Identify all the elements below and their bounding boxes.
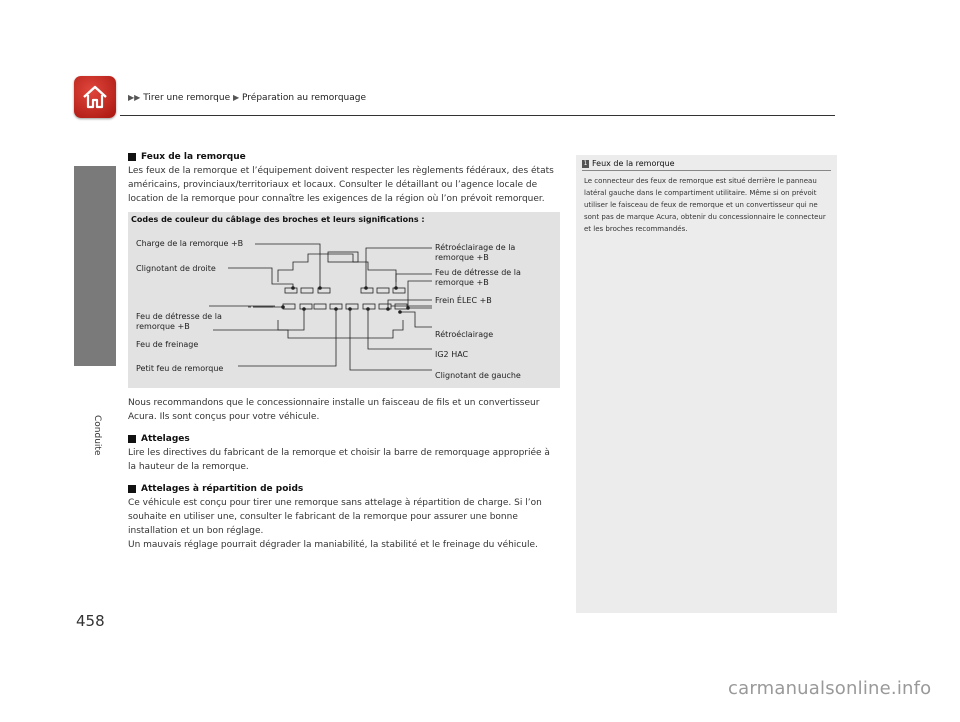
label-retro-b-line1: Rétroéclairage de la <box>435 243 516 252</box>
note-divider <box>582 170 831 171</box>
header-divider <box>120 115 835 116</box>
section-title-text: Attelages <box>141 434 190 444</box>
label-charge: Charge de la remorque +B <box>136 239 244 248</box>
section-title <box>128 434 560 444</box>
breadcrumb-item-2[interactable]: Préparation au remorquage <box>242 93 367 103</box>
label-detresse-left <box>136 312 222 332</box>
label-detresse-right-line1: Feu de détresse de la <box>435 268 521 277</box>
label-detresse-left-line2: remorque +B <box>136 322 190 331</box>
section-body: Les feux de la remorque et l’équipement doivent respecter les règlements fédéraux, des états américains, provinciaux/territoriaux et locaux. Consulter le détaillant ou l’agence locale de location de la remorque pour connaître les exigences de la région où l’on prévoit remorquer. <box>128 166 554 204</box>
square-bullet-icon <box>128 435 136 443</box>
square-bullet-icon <box>128 153 136 161</box>
triangle-right-icon: ▶▶ <box>128 93 141 102</box>
label-detresse-right <box>435 268 521 288</box>
main-content <box>128 152 560 550</box>
note-title[interactable] <box>582 159 675 168</box>
label-detresse-right-line2: remorque +B <box>435 278 489 287</box>
side-tab[interactable] <box>74 166 116 366</box>
lower-content <box>128 396 560 552</box>
label-ig2: IG2 HAC <box>435 350 469 359</box>
label-retro-b-line2: remorque +B <box>435 253 489 262</box>
note-body: Le connecteur des feux de remorque est situé derrière le panneau latéral gauche dans le compartiment utilitaire. Même si on prévoit utiliser le faisceau de feux de remorque et un convertisseur qui ne sont pas de marque Acura, obtenir du concessionnaire le connecteur et les broches recommandés. <box>584 177 826 233</box>
label-clignotant-droite: Clignotant de droite <box>136 264 216 273</box>
breadcrumb <box>128 93 366 103</box>
label-petit-feu: Petit feu de remorque <box>136 364 224 373</box>
label-retro-b <box>435 243 515 263</box>
note-number-badge: 1 <box>583 159 588 167</box>
side-label: Conduite <box>92 415 102 456</box>
watermark: carmanualsonline.info <box>728 678 932 699</box>
diagram-title: Codes de couleur du câblage des broches et leurs significations : <box>131 215 425 224</box>
page-number: 458 <box>76 612 105 630</box>
label-clignotant-gauche: Clignotant de gauche <box>435 371 521 380</box>
note-panel <box>576 155 837 613</box>
label-retroeclairage: Rétroéclairage <box>435 330 494 339</box>
section-body: Lire les directives du fabricant de la remorque et choisir la barre de remorquage appropriée à la hauteur de la remorque. <box>128 448 550 472</box>
home-icon <box>80 82 110 112</box>
section-body: Un mauvais réglage pourrait dégrader la maniabilité, la stabilité et le freinage du véhicule. <box>128 540 538 550</box>
label-frein-elec: Frein ÉLEC +B <box>435 296 492 305</box>
section-title <box>128 484 560 494</box>
home-button[interactable] <box>74 76 116 118</box>
wiring-diagram <box>128 212 560 388</box>
label-freinage: Feu de freinage <box>136 340 199 349</box>
triangle-right-icon: ▶ <box>233 93 240 102</box>
section-title-text: Feux de la remorque <box>141 152 246 162</box>
breadcrumb-item-1[interactable]: Tirer une remorque <box>143 93 231 103</box>
section-title-text: Attelages à répartition de poids <box>141 484 304 494</box>
square-bullet-icon <box>128 485 136 493</box>
section-title <box>128 152 560 162</box>
label-detresse-left-line1: Feu de détresse de la <box>136 312 222 321</box>
note-title-text: Feux de la remorque <box>592 159 675 168</box>
section-body: Ce véhicule est conçu pour tirer une remorque sans attelage à répartition de charge. Si l’on souhaite en utiliser une, consulter le fabricant de la remorque pour assurer une bonne installation et un bon réglage. <box>128 498 542 536</box>
recommendation-text: Nous recommandons que le concessionnaire installe un faisceau de fils et un convertisseur Acura. Ils sont conçus pour votre véhicule. <box>128 398 540 422</box>
